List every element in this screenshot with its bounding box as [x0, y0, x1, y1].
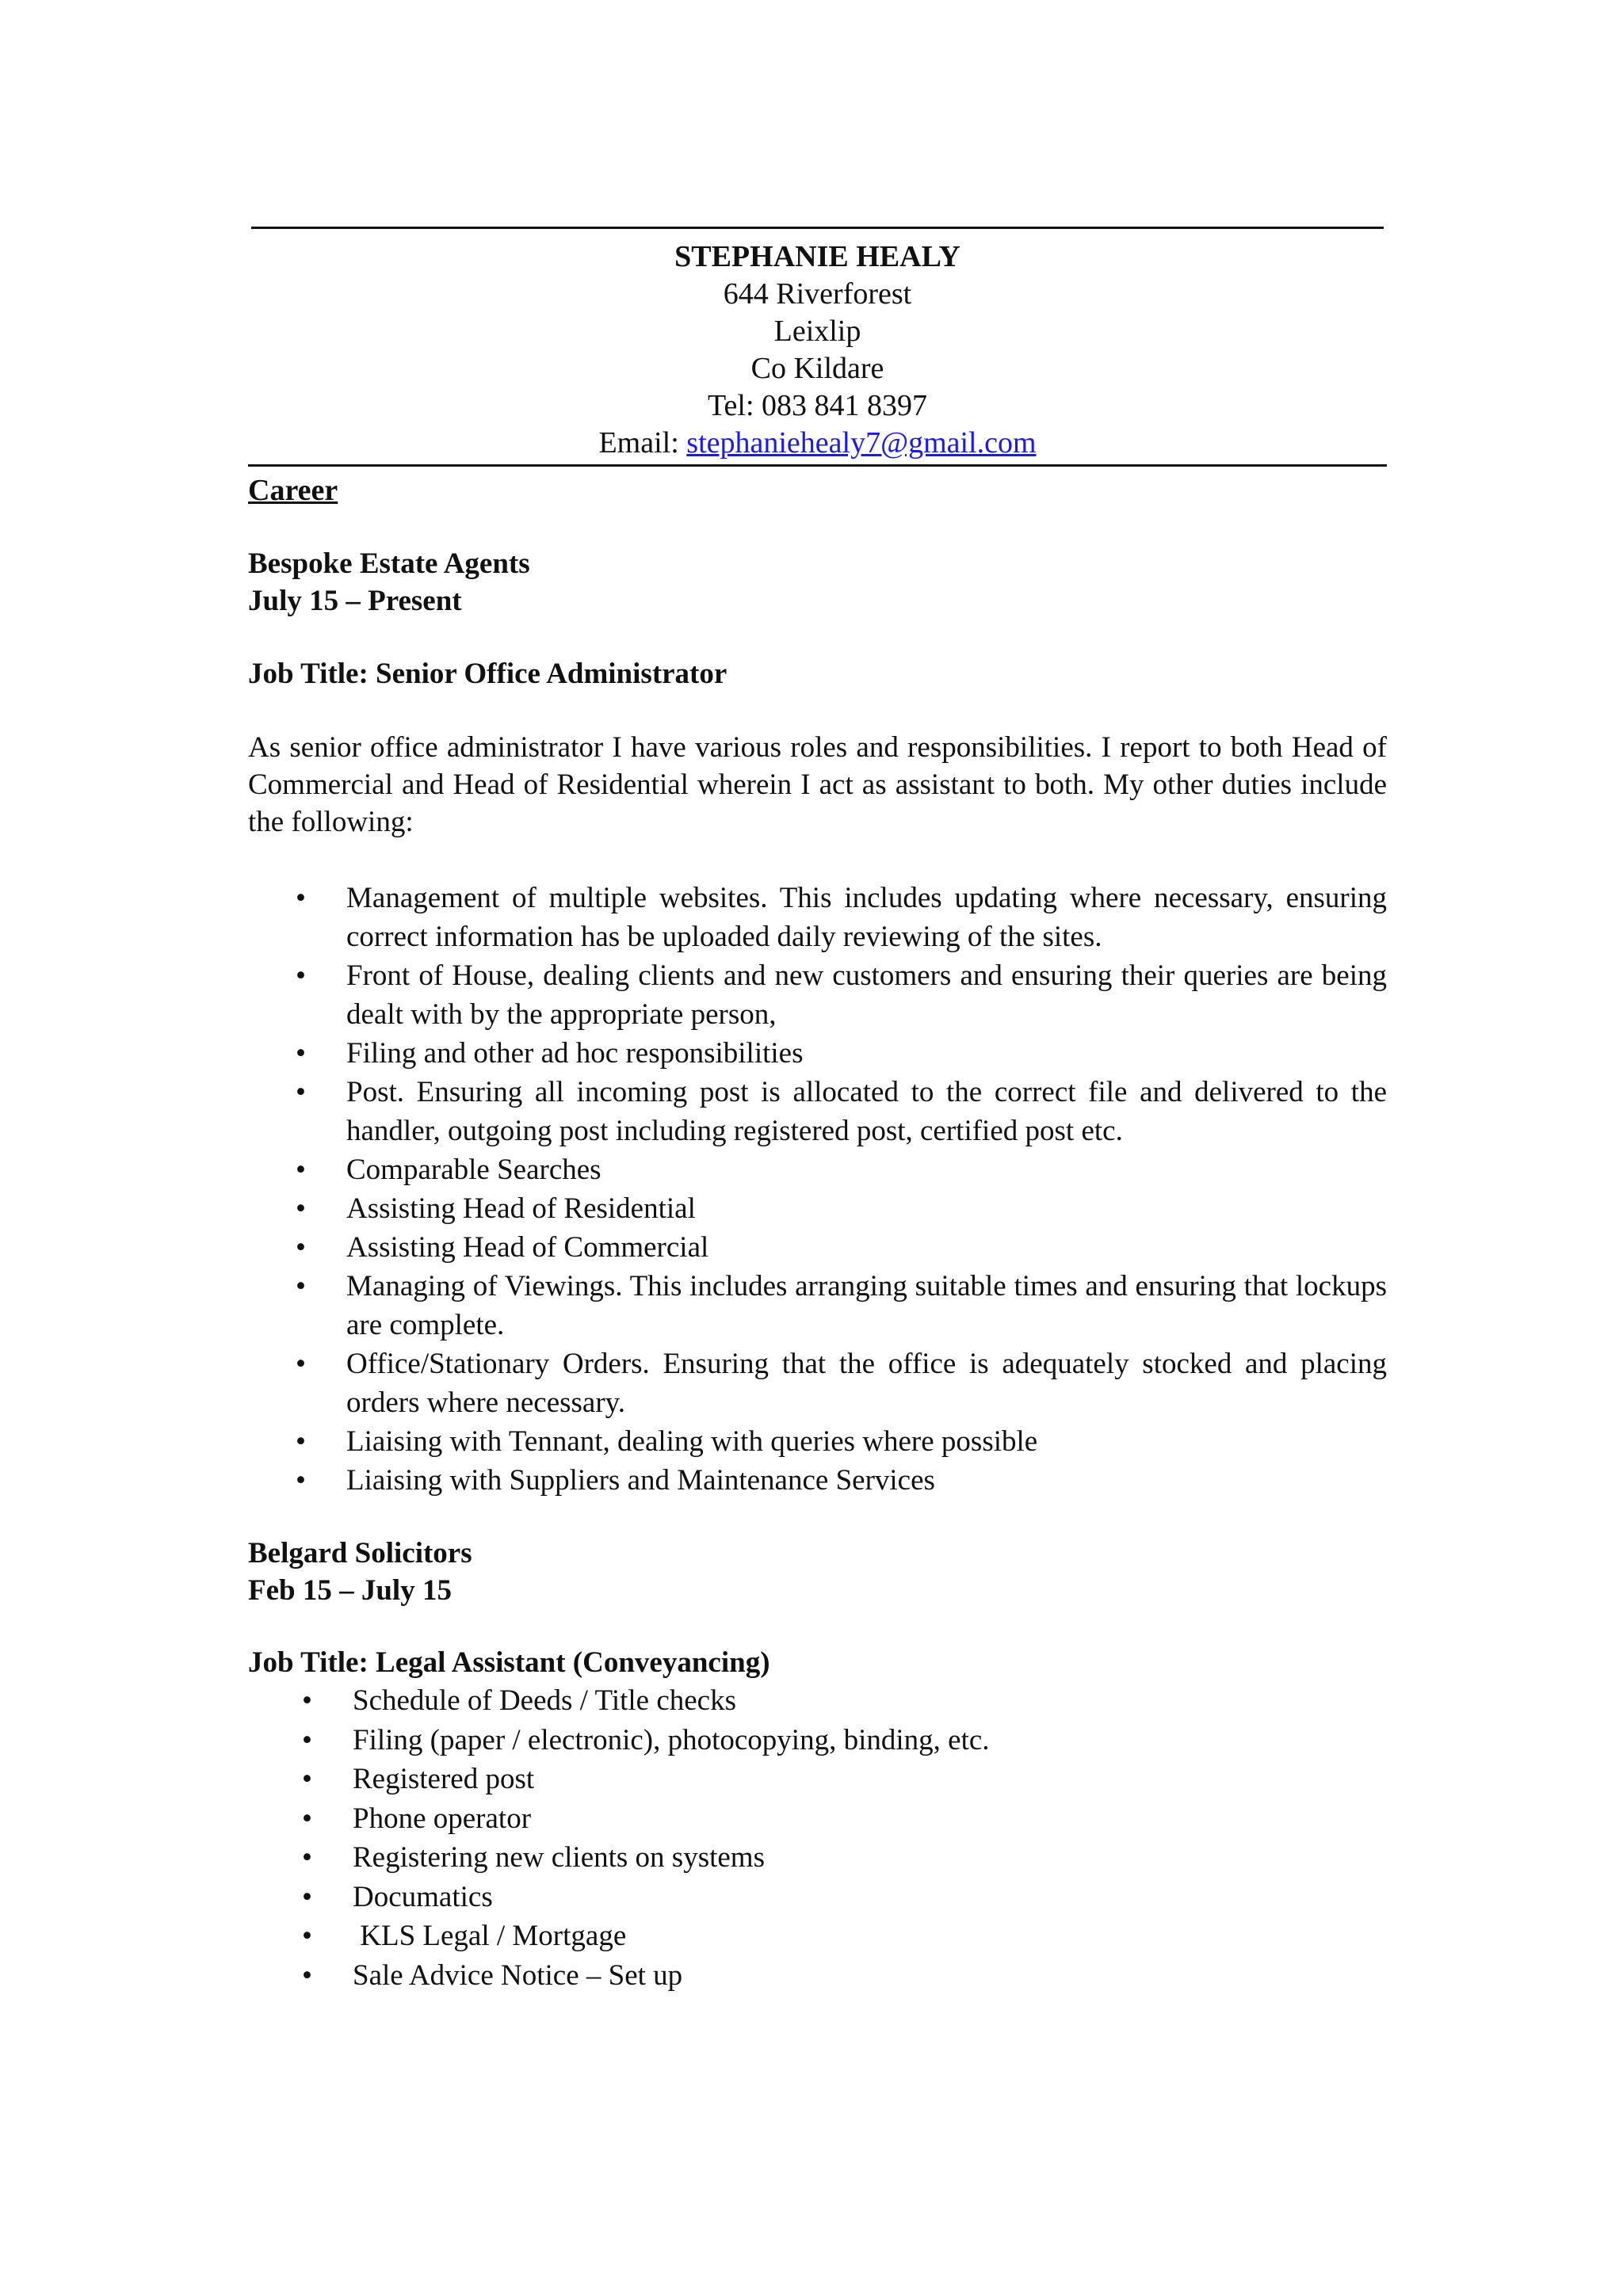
career-section-title: Career [248, 474, 338, 507]
address-line-1: 644 Riverforest [723, 277, 912, 311]
list-item: • Post. Ensuring all incoming post is allocated to the correct file and delivered to the handler, outgoing post including registered post, certified post etc. [248, 1073, 1387, 1150]
list-item: • Documatics [248, 1878, 1387, 1917]
address-line-2: Leixlip [773, 315, 861, 348]
contact-header [248, 229, 1387, 462]
list-item: • Phone operator [248, 1799, 1387, 1839]
telephone: Tel: 083 841 8397 [707, 389, 928, 422]
job-dates: Feb 15 – July 15 [248, 1574, 452, 1607]
header-bottom-rule [248, 464, 1387, 467]
job-company: Bespoke Estate Agents [248, 547, 530, 580]
email-label: Email: [598, 426, 687, 460]
job-dates: July 15 – Present [248, 585, 462, 617]
email-link[interactable]: stephaniehealy7@gmail.com [686, 426, 1037, 460]
email-line [248, 425, 1387, 462]
job-company: Belgard Solicitors [248, 1537, 472, 1569]
list-item: • Filing and other ad hoc responsibilities [248, 1034, 1387, 1073]
applicant-name: STEPHANIE HEALY [674, 240, 960, 273]
list-item: • Registered post [248, 1760, 1387, 1799]
list-item: • Liaising with Tennant, dealing with queries where possible [248, 1422, 1387, 1461]
resume-page [248, 227, 1387, 1995]
list-item: • Liaising with Suppliers and Maintenance Services [248, 1461, 1387, 1500]
list-item: • KLS Legal / Mortgage [248, 1917, 1387, 1956]
job-title: Job Title: Legal Assistant (Conveyancing) [248, 1646, 770, 1679]
list-item: • Filing (paper / electronic), photocopying, binding, etc. [248, 1721, 1387, 1760]
list-item: • Registering new clients on systems [248, 1838, 1387, 1878]
address-line-3: Co Kildare [750, 352, 884, 385]
list-item: • Front of House, dealing clients and new customers and ensuring their queries are being dealt with by the appropriate person, [248, 956, 1387, 1034]
list-item: • Assisting Head of Residential [248, 1189, 1387, 1228]
job-description: As senior office administrator I have various roles and responsibilities. I report to both Head of Commercial and Head of Residential wherein I act as assistant to both. My other duties include the following: [248, 731, 1387, 838]
job-entry [248, 545, 1387, 1500]
list-item: • Managing of Viewings. This includes arranging suitable times and ensuring that lockups are complete. [248, 1267, 1387, 1344]
list-item: • Management of multiple websites. This includes updating where necessary, ensuring correct information has be uploaded daily reviewing of the sites. [248, 879, 1387, 956]
list-item: • Schedule of Deeds / Title checks [248, 1681, 1387, 1721]
tasks-list [248, 1681, 1387, 1995]
list-item: • Sale Advice Notice – Set up [248, 1956, 1387, 1996]
list-item: • Comparable Searches [248, 1150, 1387, 1189]
list-item: • Assisting Head of Commercial [248, 1228, 1387, 1267]
duties-list [248, 879, 1387, 1500]
list-item: • Office/Stationary Orders. Ensuring that the office is adequately stocked and placing orders where necessary. [248, 1344, 1387, 1422]
job-title: Job Title: Senior Office Administrator [248, 658, 727, 690]
job-entry [248, 1535, 1387, 1995]
